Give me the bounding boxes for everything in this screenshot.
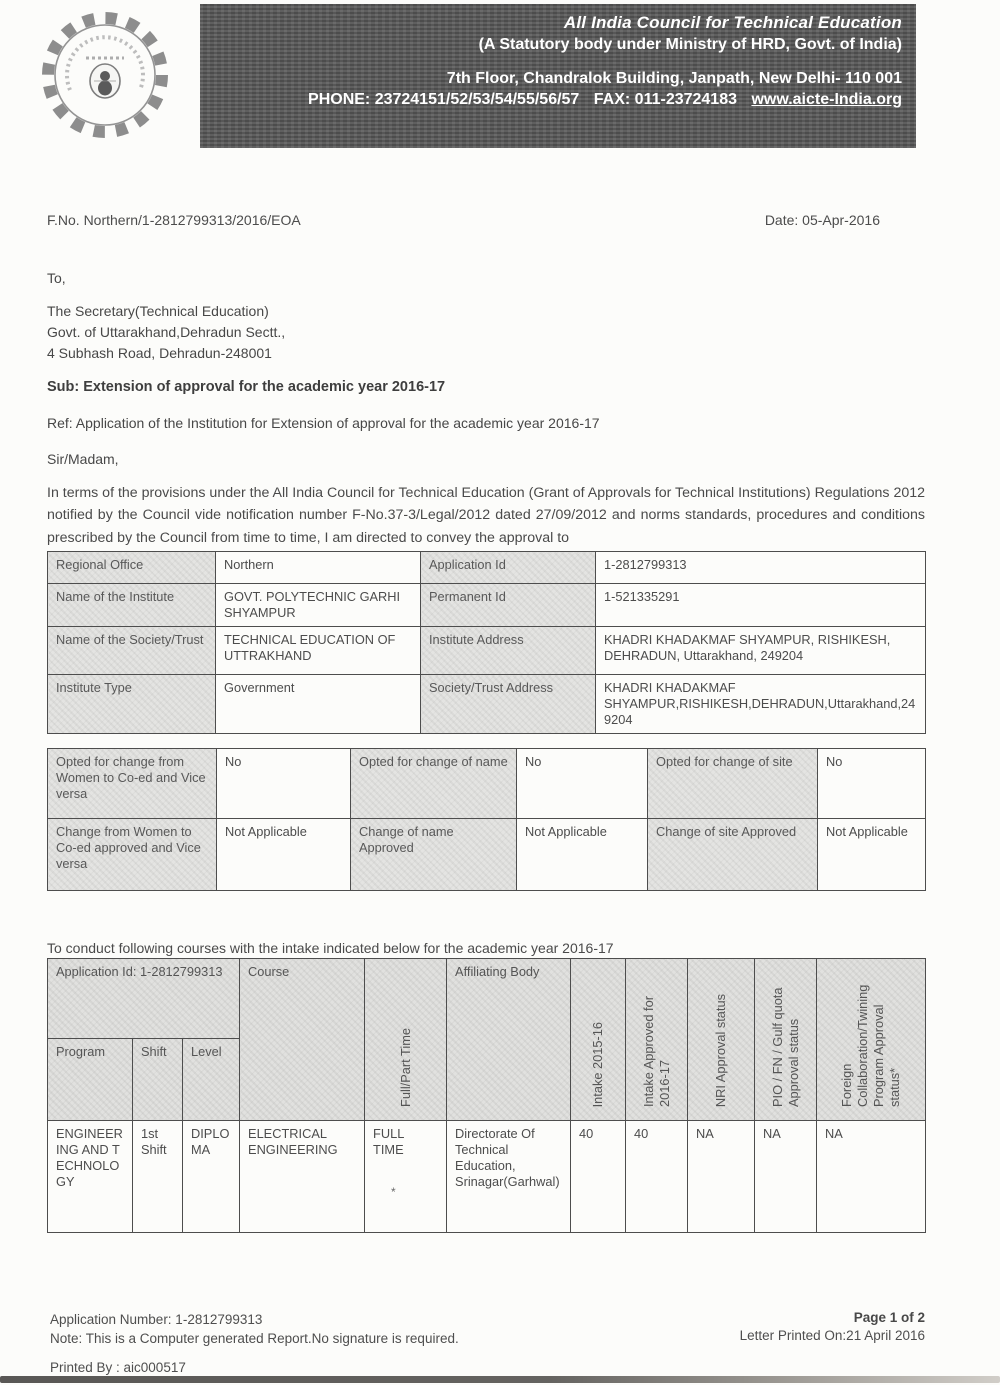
field-value: Government (216, 675, 421, 734)
page-indicator: Page 1 of 2 (853, 1310, 925, 1325)
field-value: GOVT. POLYTECHNIC GARHI SHYAMPUR (216, 584, 421, 627)
field-value: No (217, 749, 351, 819)
column-header-shift: Shift (133, 1038, 183, 1120)
cell-intake-2015-16: 40 (571, 1121, 626, 1233)
aicte-gear-icon (28, 0, 183, 158)
field-label: Opted for change from Women to Co-ed and Vice versa (48, 749, 217, 819)
column-header-course: Course (240, 959, 365, 1121)
letter-date: Date: 05-Apr-2016 (764, 212, 880, 228)
cell-program: ENGINEERING AND TECHNOLOGY (48, 1121, 133, 1233)
cell-shift: 1st Shift (133, 1121, 183, 1233)
field-label: Institute Address (421, 627, 596, 675)
meta-row (47, 212, 880, 228)
cell-level: DIPLOMA (183, 1121, 240, 1233)
field-label: Name of the Society/Trust (48, 627, 216, 675)
recipient-line: 4 Subhash Road, Dehradun-248001 (47, 345, 272, 361)
field-value: No (818, 749, 926, 819)
fax-number: FAX: 011-23724183 (593, 91, 737, 108)
field-label: Institute Type (48, 675, 216, 734)
courses-intro-line: To conduct following courses with the intake indicated below for the academic year 2016-17 (47, 940, 614, 956)
field-value: Not Applicable (217, 819, 351, 891)
contact-line (200, 91, 902, 109)
reference-line: Ref: Application of the Institution for Extension of approval for the academic year 2016-17 (47, 415, 600, 431)
cell-affiliating-body: Directorate Of Technical Education, Srinagar(Garhwal) (447, 1121, 571, 1233)
table-row (48, 749, 926, 819)
subject-line: Sub: Extension of approval for the academic year 2016-17 (47, 379, 446, 395)
table-row (48, 627, 926, 675)
application-id-header-cell: Application Id: 1-2812799313 (48, 959, 240, 1039)
footer-application-number: Application Number: 1-2812799313 (50, 1312, 263, 1327)
aicte-logo (28, 0, 183, 158)
footer-note: Note: This is a Computer generated Report.No signature is required. (50, 1331, 459, 1346)
cell-pio-gulf-approval: NA (755, 1121, 817, 1233)
recipient-address (47, 301, 285, 364)
recipient-line: Govt. of Uttarakhand,Dehradun Sectt., (47, 324, 286, 340)
scan-edge-artifact (0, 1376, 1000, 1383)
header-row-top (48, 959, 926, 1039)
footer-right-block (600, 1310, 925, 1343)
field-label: Change from Women to Co-ed approved and Vice versa (48, 819, 217, 891)
cell-foreign-collab: NA (817, 1121, 926, 1233)
field-value: KHADRI KHADAKMAF SHYAMPUR, RISHIKESH, DEHRADUN, Uttarakhand, 249204 (596, 627, 926, 675)
course-data-row (48, 1121, 926, 1233)
field-label: Name of the Institute (48, 584, 216, 627)
file-number: F.No. Northern/1-2812799313/2016/EOA (47, 212, 301, 228)
cell-full-part-time: FULL TIME * (365, 1121, 447, 1233)
field-value: Northern (216, 552, 421, 584)
cell-intake-approved: 40 (626, 1121, 688, 1233)
field-label: Change of site Approved (648, 819, 818, 891)
column-header-pio-gulf-approval: PIO / FN / Gulf quota Approval status (755, 959, 817, 1121)
field-label: Society/Trust Address (421, 675, 596, 734)
website-link: www.aicte-India.org (751, 91, 902, 108)
field-value: 1-521335291 (596, 584, 926, 627)
field-value: Not Applicable (517, 819, 648, 891)
field-value: 1-2812799313 (596, 552, 926, 584)
column-header-intake-2015-16: Intake 2015-16 (571, 959, 626, 1121)
header-banner (200, 4, 916, 148)
printed-by: Printed By : aic000517 (50, 1360, 186, 1375)
phone-numbers: PHONE: 23724151/52/53/54/55/56/57 (308, 91, 580, 108)
table-row (48, 819, 926, 891)
field-value: TECHNICAL EDUCATION OF UTTRAKHAND (216, 627, 421, 675)
institute-details-table (47, 551, 926, 734)
salutation: Sir/Madam, (47, 451, 119, 467)
footnote-mark: * (391, 1185, 396, 1199)
field-label: Opted for change of site (648, 749, 818, 819)
org-name: All India Council for Technical Education (563, 13, 902, 32)
field-value: KHADRI KHADAKMAF SHYAMPUR,RISHIKESH,DEHRADUN,Uttarakhand,249204 (596, 675, 926, 734)
letter-printed-on: Letter Printed On:21 April 2016 (739, 1328, 925, 1343)
org-subtitle: (A Statutory body under Ministry of HRD, Govt. of India) (478, 36, 902, 53)
column-header-full-part-time: Full/Part Time (365, 959, 447, 1121)
field-label: Opted for change of name (351, 749, 517, 819)
column-header-intake-approved: Intake Approved for 2016-17 (626, 959, 688, 1121)
field-label: Regional Office (48, 552, 216, 584)
recipient-line: The Secretary(Technical Education) (47, 303, 269, 319)
change-options-table (47, 748, 926, 891)
cell-nri-approval: NA (688, 1121, 755, 1233)
cell-course: ELECTRICAL ENGINEERING (240, 1121, 365, 1233)
to-label: To, (47, 270, 66, 286)
courses-table (47, 958, 926, 1233)
field-label: Permanent Id (421, 584, 596, 627)
office-address: 7th Floor, Chandralok Building, Janpath, New Delhi- 110 001 (446, 70, 902, 87)
table-row (48, 584, 926, 627)
field-label: Application Id (421, 552, 596, 584)
table-row (48, 552, 926, 584)
field-value: No (517, 749, 648, 819)
column-header-affiliating-body: Affiliating Body (447, 959, 571, 1121)
column-header-foreign-collab: Foreign Collaboration/Twining Program Approval status* (817, 959, 926, 1121)
body-paragraph: In terms of the provisions under the All India Council for Technical Education (Grant of Approvals for Technical Institutions) Regulations 2012 notified by the Council vide notification number F-No.37-3/Legal/2012 dated 27/09/2012 and norms standards, procedures and conditions prescribed by the Council from time to time, I am directed to convey the approval to (47, 485, 926, 546)
field-value: Not Applicable (818, 819, 926, 891)
field-label: Change of name Approved (351, 819, 517, 891)
table-row (48, 675, 926, 734)
column-header-program: Program (48, 1038, 133, 1120)
column-header-level: Level (183, 1038, 240, 1120)
column-header-nri-approval: NRI Approval status (688, 959, 755, 1121)
